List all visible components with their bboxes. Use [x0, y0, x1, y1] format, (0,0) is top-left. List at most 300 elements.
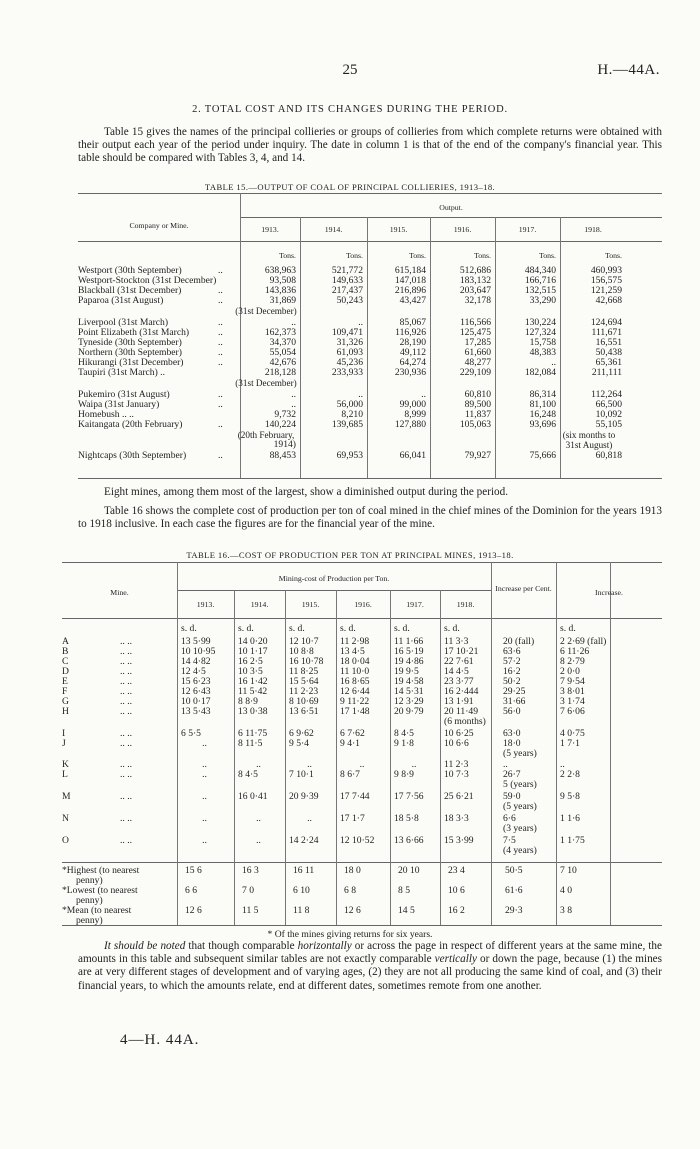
t15-cell: 28,190 — [399, 337, 426, 348]
t16-summary-cell: 7 0 — [242, 885, 254, 896]
t16-cell: 14 2·24 — [289, 835, 319, 846]
t16-inc-cell: 8 2·79 — [560, 656, 585, 667]
t15-row-name: Hikurangi (31st December) — [78, 357, 184, 368]
t16-cell: 14 5·31 — [394, 686, 424, 697]
t16-rule-group — [177, 590, 491, 591]
t16-cell: 16 5·19 — [394, 646, 424, 657]
t16-cell: 18 3·3 — [444, 813, 469, 824]
t16-pct-cell: 18·0 — [503, 738, 521, 749]
t15-cell: 127,324 — [524, 327, 556, 338]
t16-cell: 11 10·0 — [340, 666, 370, 677]
t16-cell: 13 5·99 — [181, 636, 211, 647]
t15-cell: 42,676 — [269, 357, 296, 368]
t16-row-name: D — [62, 666, 69, 677]
t15-rule-output — [240, 217, 662, 218]
t15-col-divider — [560, 217, 561, 478]
t15-cell: 143,836 — [264, 285, 296, 296]
t16-cell: 9 5·4 — [289, 738, 309, 749]
t15-cell: 61,660 — [464, 347, 491, 358]
t15-unit-label: Tons. — [474, 251, 491, 260]
t16-pct-cell: (5 years) — [503, 801, 537, 812]
t15-cell: 182,084 — [524, 367, 556, 378]
t15-cell: 1914) — [273, 439, 296, 450]
t16-summary-cell: 6 10 — [293, 885, 310, 896]
t16-cell: .. — [307, 759, 312, 770]
t15-cell: 116,566 — [460, 317, 491, 328]
t16-cell: 6 11·75 — [238, 728, 268, 739]
t16-row-leader: .. .. — [120, 656, 132, 667]
t16-summary-inc: 4 0 — [560, 885, 572, 896]
t15-cell: 69,953 — [336, 450, 363, 461]
t15-cell: (20th February, — [237, 430, 295, 440]
t16-summary-cell: 8 5 — [398, 885, 410, 896]
t15-cell: 216,896 — [394, 285, 426, 296]
t15-cell: 162,373 — [264, 327, 296, 338]
t16-row-leader: .. .. — [120, 769, 132, 780]
t16-cell: 10 6·25 — [444, 728, 474, 739]
t15-row-leader: .. — [218, 419, 223, 430]
t16-pct-cell: (5 years) — [503, 748, 537, 759]
t16-rule-header — [62, 618, 662, 619]
t16-cell: .. — [202, 759, 207, 770]
t16-summary-cell: 16 2 — [448, 905, 465, 916]
t15-unit-label: Tons. — [409, 251, 426, 260]
t15-row-name: Westport-Stockton (31st December) — [78, 275, 217, 286]
t16-summary-cell: 12 6 — [185, 905, 202, 916]
t16-cell: 10 10·95 — [181, 646, 216, 657]
t15-cell: 8,999 — [404, 409, 426, 420]
document-reference: H.—44A. — [597, 62, 660, 78]
t15-cell: 55,105 — [595, 419, 622, 430]
t15-row-leader: .. — [218, 389, 223, 400]
t15-year-header: 1914. — [324, 225, 343, 234]
t15-row-name: Paparoa (31st August) — [78, 295, 164, 306]
t16-inc-cell: 1 1·6 — [560, 813, 580, 824]
t16-unit-label: s. d. — [394, 623, 410, 634]
t16-pct-cell: (3 years) — [503, 823, 537, 834]
t16-cell: 15 3·99 — [444, 835, 474, 846]
t16-cell: 17 1·7 — [340, 813, 365, 824]
t16-cell: 25 6·21 — [444, 791, 474, 802]
t16-rule-bottom — [62, 925, 662, 926]
t16-cell: 16 10·78 — [289, 656, 324, 667]
t16-year-header: 1914. — [250, 600, 269, 609]
t16-year-header: 1916. — [354, 600, 372, 609]
t16-summary-cell: 23 4 — [448, 865, 465, 876]
t15-cell: (six months to — [562, 430, 616, 440]
t16-cell: 20 9·79 — [394, 706, 424, 717]
t16-cell: .. — [202, 791, 207, 802]
t15-row-leader: .. — [218, 295, 223, 306]
t15-cell: 217,437 — [331, 285, 363, 296]
t15-col-divider — [367, 217, 368, 478]
t16-cell: 16 2·444 — [444, 686, 479, 697]
t15-col-divider — [300, 217, 301, 478]
t15-cell: 166,716 — [524, 275, 556, 286]
t15-cell: (31st December) — [235, 306, 297, 316]
t16-inc-cell: 3 1·74 — [560, 696, 585, 707]
t15-cell: 48,277 — [464, 357, 491, 368]
t16-row-name: O — [62, 835, 69, 846]
t15-cell: 33,290 — [529, 295, 556, 306]
t16-summary-cell: 18 0 — [344, 865, 361, 876]
t16-summary-inc: 7 10 — [560, 865, 577, 876]
t15-cell: .. — [358, 389, 363, 400]
t15-cell: 211,111 — [591, 367, 622, 378]
t16-pct-cell: 20 (fall) — [503, 636, 535, 647]
t16-unit-label: s. d. — [340, 623, 356, 634]
t16-cell: 6 9·62 — [289, 728, 314, 739]
t15-cell: 124,694 — [590, 317, 622, 328]
t16-cell: 11 2·3 — [444, 759, 469, 770]
t16-col-divider — [556, 562, 557, 925]
t16-summary-cell: 11 5 — [242, 905, 259, 916]
t16-cell: 7 10·1 — [289, 769, 314, 780]
t16-row-name: M — [62, 791, 71, 802]
t16-cell: (6 months) — [444, 716, 486, 727]
t16-summary-pct: 50·5 — [505, 865, 523, 876]
t15-cell: 48,383 — [529, 347, 556, 358]
t16-cell: .. — [256, 813, 261, 824]
t16-row-leader: .. .. — [120, 835, 132, 846]
t15-company-header: Company or Mine. — [129, 221, 189, 230]
t15-rule-bottom — [78, 478, 662, 479]
paragraph-output-summary: Eight mines, among them most of the largest, show a diminished output during the period. — [104, 486, 509, 498]
t16-row-leader: .. .. — [120, 676, 132, 687]
t16-cell: 11 2·23 — [289, 686, 319, 697]
t16-inc-cell: 7 6·06 — [560, 706, 585, 717]
t16-unit-label: s. d. — [181, 623, 197, 634]
t16-cell: .. — [411, 759, 417, 770]
t16-cell: 12 6·44 — [340, 686, 370, 697]
note-part-a: that though comparable — [185, 940, 298, 952]
t15-cell: 86,314 — [529, 389, 556, 400]
t15-row-leader: .. — [218, 317, 223, 328]
t15-row-leader: .. — [218, 399, 223, 410]
t16-cell: 8 4·5 — [394, 728, 414, 739]
t15-cell: 147,018 — [394, 275, 426, 286]
t16-cell: 13 4·5 — [340, 646, 365, 657]
t16-cell: 8 4·5 — [238, 769, 258, 780]
t15-row-name: Liverpool (31st March) — [78, 317, 169, 328]
page-number: 25 — [342, 62, 358, 78]
t15-col-divider — [495, 217, 496, 478]
t15-cell: 10,092 — [595, 409, 622, 420]
t16-unit-label: s. d. — [444, 623, 460, 634]
t16-cell: 10 6·6 — [444, 738, 469, 749]
note-part-b: or across the page in respect of different years at the same mine, the amounts in this table and subsequent similar tables are not exactly comparable — [78, 940, 662, 966]
t16-pct-cell: 26·7 — [503, 769, 521, 780]
t16-summary-cell: 11 8 — [293, 905, 310, 916]
table-16-title: TABLE 16.—COST OF PRODUCTION PER TON AT PRINCIPAL MINES, 1913–18. — [186, 550, 514, 560]
t16-summary-name: penny) — [76, 915, 103, 926]
t15-unit-label: Tons. — [605, 251, 622, 260]
t15-row-name: Waipa (31st January) — [78, 399, 160, 410]
t15-cell: 45,236 — [336, 357, 363, 368]
t16-inc-cell: 3 8·01 — [560, 686, 585, 697]
t16-row-name: B — [62, 646, 69, 657]
t15-row-name: Northern (30th September) — [78, 347, 182, 358]
t15-cell: 11,837 — [464, 409, 491, 420]
t15-unit-label: Tons. — [539, 251, 556, 260]
t16-cell: 19 4·58 — [394, 676, 424, 687]
t16-cell: 13 6·66 — [394, 835, 424, 846]
t16-cell: 6 7·62 — [340, 728, 365, 739]
t15-cell: 61,093 — [336, 347, 363, 358]
t16-inc-cell: 1 1·75 — [560, 835, 585, 846]
t15-row-name: Kaitangata (20th February) — [78, 419, 183, 430]
t16-row-leader: .. .. — [120, 759, 132, 770]
t16-inc-cell: 2 0·0 — [560, 666, 580, 677]
t16-cell: 17 7·44 — [340, 791, 370, 802]
t16-col-divider — [390, 590, 391, 925]
t16-row-leader: .. .. — [120, 706, 132, 717]
t15-cell: 127,880 — [394, 419, 426, 430]
t15-cell: 43,427 — [399, 295, 426, 306]
t16-cell: 9 8·9 — [394, 769, 414, 780]
t16-cell: 8 6·7 — [340, 769, 360, 780]
t16-cell: 13 0·38 — [238, 706, 268, 717]
t16-col-divider — [285, 590, 286, 925]
t16-inc-cell: 9 5·8 — [560, 791, 580, 802]
t15-cell: 66,041 — [399, 450, 426, 461]
t15-cell: 116,926 — [395, 327, 426, 338]
t16-cell: 10 1·17 — [238, 646, 268, 657]
t15-cell: 60,818 — [595, 450, 622, 461]
t16-col-divider — [336, 590, 337, 925]
note-lead: It should be noted — [104, 940, 186, 952]
t15-cell: 49,112 — [399, 347, 426, 358]
t15-cell: 16,248 — [529, 409, 556, 420]
t16-cell: 13 5·43 — [181, 706, 211, 717]
t16-rule-top — [62, 562, 662, 563]
t16-cell: 9 11·22 — [340, 696, 370, 707]
t16-cell: 11 8·25 — [289, 666, 319, 677]
t15-cell: 111,671 — [591, 327, 622, 338]
t16-summary-name: penny) — [76, 895, 103, 906]
t16-cell: 10 8·8 — [289, 646, 314, 657]
t15-cell: 32,178 — [464, 295, 491, 306]
t15-cell: 521,772 — [331, 265, 363, 276]
t15-cell: 17,285 — [464, 337, 491, 348]
t15-rule-header — [78, 241, 662, 242]
t16-row-name: N — [62, 813, 69, 824]
t15-cell: 89,500 — [464, 399, 491, 410]
t15-cell: 183,132 — [459, 275, 491, 286]
t15-year-header: 1918. — [584, 225, 602, 234]
t16-inc-cell: 4 0·75 — [560, 728, 585, 739]
t16-summary-inc: 3 8 — [560, 905, 572, 916]
t16-cell: 16 8·65 — [340, 676, 370, 687]
t16-summary-cell: 6 8 — [344, 885, 356, 896]
t16-row-name: F — [62, 686, 68, 697]
t16-year-header: 1917. — [406, 600, 424, 609]
t16-pct-cell: 50·2 — [503, 676, 521, 687]
t15-cell: 15,758 — [529, 337, 556, 348]
t15-cell: 31,869 — [269, 295, 296, 306]
t15-cell: 233,933 — [331, 367, 363, 378]
t16-cell: 17 1·48 — [340, 706, 370, 717]
t16-cell: 12 10·52 — [340, 835, 375, 846]
t15-cell: .. — [291, 399, 296, 410]
t16-cell: 13 1·91 — [444, 696, 474, 707]
t15-cell: .. — [358, 317, 363, 328]
t15-cell: 31,326 — [336, 337, 363, 348]
t16-row-leader: .. .. — [120, 728, 132, 739]
t16-inc-cell: 2 2·8 — [560, 769, 580, 780]
t16-cell: .. — [202, 769, 207, 780]
t16-cell: 19 4·86 — [394, 656, 424, 667]
t16-inc-cell: .. — [560, 759, 565, 770]
t15-row-name: Taupiri (31st March) .. — [78, 367, 165, 378]
t16-cell: 11 1·66 — [394, 636, 424, 647]
t16-pct-cell: 7·5 — [503, 835, 516, 846]
t16-summary-cell: 16 3 — [242, 865, 259, 876]
t15-row-leader: .. — [218, 347, 223, 358]
t15-year-header: 1917. — [518, 225, 537, 234]
t16-pct-cell: 5 (years) — [503, 779, 537, 790]
t15-col-divider — [240, 193, 241, 478]
t16-pct-cell: 6·6 — [503, 813, 516, 824]
paragraph-table-16-intro: Table 16 shows the complete cost of production per ton of coal mined in the chief mines of the Dominion for the years 1913 to 1918 inclusive. In each case the figures are for the financial year of the mine. — [78, 505, 662, 531]
t16-cell: 18 5·8 — [394, 813, 419, 824]
t15-year-header: 1916. — [453, 225, 472, 234]
t15-cell: 50,243 — [336, 295, 363, 306]
t16-summary-cell: 16 11 — [293, 865, 315, 876]
t15-cell: 229,109 — [459, 367, 491, 378]
t15-cell: 139,685 — [331, 419, 363, 430]
t15-row-name: Tyneside (30th September) — [78, 337, 182, 348]
t15-cell: 50,438 — [595, 347, 622, 358]
t16-row-name: C — [62, 656, 69, 667]
t15-cell: 484,340 — [524, 265, 556, 276]
t16-row-name: K — [62, 759, 69, 770]
t15-cell: 130,224 — [524, 317, 556, 328]
t15-cell: 109,471 — [331, 327, 363, 338]
t16-cell: .. — [202, 813, 207, 824]
t16-summary-name: *Lowest (to nearest — [62, 885, 138, 896]
t16-cell: 14 4·5 — [444, 666, 469, 677]
t16-pct-cell: .. — [503, 759, 508, 770]
t15-cell: .. — [551, 357, 556, 368]
t15-cell: 88,453 — [269, 450, 296, 461]
t15-cell: 512,686 — [459, 265, 491, 276]
t16-cell: 15 6·23 — [181, 676, 211, 687]
t16-row-leader: .. .. — [120, 791, 132, 802]
t16-row-leader: .. .. — [120, 646, 132, 657]
t16-row-name: E — [62, 676, 68, 687]
t16-cell: 23 3·77 — [444, 676, 474, 687]
t16-pct-cell: 63·0 — [503, 728, 521, 739]
t16-summary-cell: 12 6 — [344, 905, 361, 916]
t16-pct-cell: (4 years) — [503, 845, 537, 856]
t16-row-leader: .. .. — [120, 738, 132, 749]
t15-cell: 34,370 — [269, 337, 296, 348]
t16-summary-cell: 20 10 — [398, 865, 420, 876]
t16-cell: 16 2·5 — [238, 656, 263, 667]
comparability-note — [78, 940, 662, 993]
t16-cell: 16 1·42 — [238, 676, 268, 687]
t16-inc-cell: 6 11·26 — [560, 646, 590, 657]
t16-cell: 10 3·5 — [238, 666, 263, 677]
t16-row-leader: .. .. — [120, 813, 132, 824]
t16-pct-cell: 16·2 — [503, 666, 521, 677]
t16-summary-pct: 29·3 — [505, 905, 523, 916]
t15-row-name: Homebush .. .. — [78, 409, 134, 420]
t15-cell: .. — [421, 389, 426, 400]
t16-row-name: I — [62, 728, 66, 739]
t15-row-name: Point Elizabeth (31st March) — [78, 327, 190, 338]
t15-cell: 140,224 — [264, 419, 296, 430]
t16-inc-cell: 2 2·69 (fall) — [560, 636, 607, 647]
t15-cell: 615,184 — [394, 265, 426, 276]
t16-year-header: 1918. — [456, 600, 475, 609]
t16-cell: .. — [256, 835, 261, 846]
t16-row-leader: .. .. — [120, 666, 132, 677]
t15-cell: 218,128 — [264, 367, 296, 378]
t15-unit-label: Tons. — [346, 251, 363, 260]
t15-cell: 460,993 — [590, 265, 622, 276]
t16-cell: 13 6·51 — [289, 706, 319, 717]
t16-cell: 17 10·21 — [444, 646, 479, 657]
t16-year-header: 1913. — [196, 600, 215, 609]
t16-cell: .. — [202, 835, 207, 846]
note-vertically: vertically — [434, 953, 477, 966]
t15-cell: 125,475 — [459, 327, 491, 338]
t16-col-divider — [610, 562, 611, 925]
t15-cell: 149,633 — [331, 275, 363, 286]
t15-row-name: Westport (30th September) — [78, 265, 182, 276]
t15-rule-top — [78, 193, 662, 194]
t15-cell: .. — [291, 389, 296, 400]
t15-cell: 8,210 — [341, 409, 363, 420]
t15-cell: 60,810 — [464, 389, 491, 400]
t16-cell: 15 5·64 — [289, 676, 319, 687]
section-heading: 2. TOTAL COST AND ITS CHANGES DURING THE PERIOD. — [192, 104, 508, 115]
t15-row-name: Blackball (31st December) — [78, 285, 182, 296]
t16-row-name: L — [62, 769, 68, 780]
t15-cell: 132,515 — [524, 285, 556, 296]
t16-unit-label: s. d. — [560, 623, 576, 634]
t15-cell: 112,264 — [591, 389, 622, 400]
t16-summary-pct: 61·6 — [505, 885, 523, 896]
note-part-c: or down the page, because (1) the mines are at very different stages of development and of varying ages, (2) they are not all producing the same kind of coal, and (3) their financial years, to which the amounts relate, end at different dates, sometimes remote from one another. — [78, 953, 662, 992]
t16-row-name: A — [62, 636, 69, 647]
table-15-title: TABLE 15.—OUTPUT OF COAL OF PRINCIPAL COLLIERIES, 1913–18. — [204, 182, 496, 192]
t16-cell: 12 6·43 — [181, 686, 211, 697]
t16-group-header: Mining-cost of Production per Ton. — [278, 574, 390, 583]
t15-cell: 105,063 — [459, 419, 491, 430]
t15-row-name: Pukemiro (31st August) — [78, 389, 170, 400]
t15-cell: (31st December) — [235, 378, 297, 388]
t16-summary-cell: 14 5 — [398, 905, 415, 916]
t15-cell: 99,000 — [399, 399, 426, 410]
t16-row-name: H — [62, 706, 69, 717]
t15-cell: 64,274 — [399, 357, 426, 368]
t16-inc-cell: 7 9·54 — [560, 676, 585, 687]
t15-row-name: Nightcaps (30th September) — [78, 450, 187, 461]
note-horizontally: horizontally — [297, 940, 352, 952]
t16-footnote: * Of the mines giving returns for six years. — [267, 929, 433, 940]
t16-cell: 14 4·82 — [181, 656, 211, 667]
t15-cell: 230,936 — [394, 367, 426, 378]
t16-pct-cell: 63·6 — [503, 646, 521, 657]
t16-cell: 19 9·5 — [394, 666, 419, 677]
t16-col-divider — [177, 562, 178, 925]
intro-paragraph: Table 15 gives the names of the principal collieries or groups of collieries from which complete returns were obtained with their output each year of the period under inquiry. The date in column 1 is that of the end of the company's financial year. This table should be compared with Tables 3, 4, and 14. — [78, 126, 662, 165]
t16-cell: 20 11·49 — [444, 706, 479, 717]
t16-cell: .. — [307, 813, 312, 824]
